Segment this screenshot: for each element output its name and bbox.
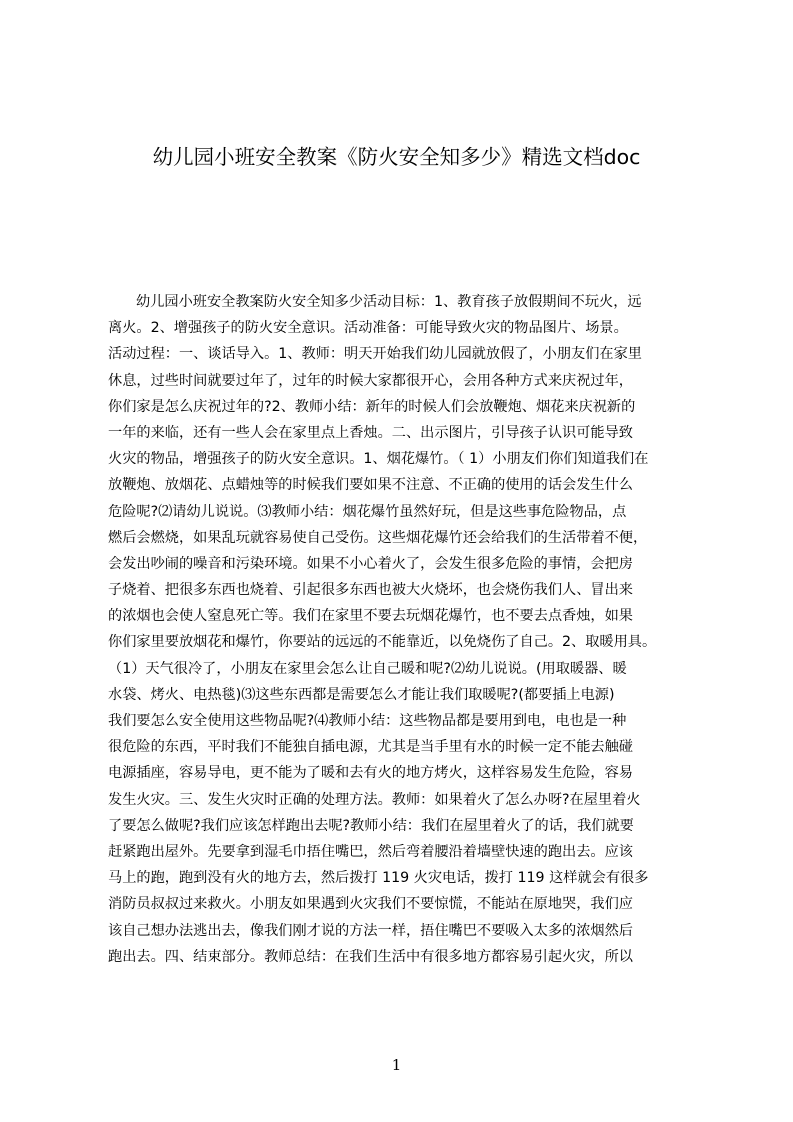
body-line: 跑出去。四、结束部分。教师总结：在我们生活中有很多地方都容易引起火灾，所以 bbox=[108, 948, 633, 965]
body-line: 危险呢?⑵请幼儿说说。⑶教师小结：烟花爆竹虽然好玩，但是这些事危险物品，点 bbox=[108, 503, 627, 520]
body-line: 放鞭炮、放烟花、点蜡烛等的时候我们要如果不注意、不正确的使用的话会发生什么 bbox=[108, 477, 633, 494]
body-line: 子烧着、把很多东西也烧着、引起很多东西也被大火烧坏，也会烧伤我们人、冒出来 bbox=[108, 582, 633, 599]
body-line: 离火。2、增强孩子的防火安全意识。活动准备：可能导致火灾的物品图片、场景。 bbox=[108, 320, 628, 337]
body-line: （1）天气很冷了，小朋友在家里会怎么让自己暖和呢?⑵幼儿说说。(用取暖器、暖 bbox=[108, 660, 627, 677]
body-line: 了要怎么做呢?我们应该怎样跑出去呢?教师小结：我们在屋里着火了的话，我们就要 bbox=[108, 817, 634, 834]
body-line: 火灾的物品，增强孩子的防火安全意识。1、烟花爆竹。（ 1）小朋友们你们知道我们在 bbox=[108, 451, 649, 468]
body-line: 消防员叔叔过来救火。小朋友如果遇到火灾我们不要惊慌，不能站在原地哭，我们应 bbox=[108, 896, 633, 913]
body-line: 你们家里要放烟花和爆竹，你要站的远远的不能靠近，以免烧伤了自己。2、取暖用具。 bbox=[108, 634, 657, 651]
document-title: 幼儿园小班安全教案《防火安全知多少》精选文档doc bbox=[152, 145, 641, 169]
body-line: 你们家是怎么庆祝过年的?2、教师小结：新年的时候人们会放鞭炮、烟花来庆祝新的 bbox=[108, 398, 636, 415]
body-line: 很危险的东西，平时我们不能独自插电源，尤其是当手里有水的时候一定不能去触碰 bbox=[108, 739, 633, 756]
body-line: 休息，过些时间就要过年了，过年的时候大家都很开心，会用各种方式来庆祝过年， bbox=[108, 372, 633, 389]
body-line: 电源插座，容易导电，更不能为了暖和去有火的地方烤火，这样容易发生危险，容易 bbox=[108, 765, 633, 782]
body-line: 水袋、烤火、电热毯)⑶这些东西都是需要怎么才能让我们取暖呢?(都要插上电源) bbox=[108, 686, 615, 703]
body-line: 燃后会燃烧，如果乱玩就容易使自己受伤。这些烟花爆竹还会给我们的生活带着不便， bbox=[108, 529, 648, 546]
body-line: 的浓烟也会使人窒息死亡等。我们在家里不要去玩烟花爆竹，也不要去点香烛，如果 bbox=[108, 608, 633, 625]
page-number: 1 bbox=[391, 1056, 402, 1074]
body-line: 幼儿园小班安全教案防火安全知多少活动目标：1、教育孩子放假期间不玩火，远 bbox=[136, 294, 642, 310]
body-line: 发生火灾。三、发生火灾时正确的处理方法。教师：如果着火了怎么办呀?在屋里着火 bbox=[108, 791, 641, 808]
body-line: 马上的跑，跑到没有火的地方去，然后拨打 119 火灾电话，拨打 119 这样就会有很多 bbox=[108, 870, 649, 887]
body-line: 我们要怎么安全使用这些物品呢?⑷教师小结：这些物品都是要用到电，电也是一种 bbox=[108, 713, 627, 729]
body-line: 会发出吵闹的噪音和污染环境。如果不小心着火了，会发生很多危险的事情，会把房 bbox=[108, 555, 633, 572]
body-line: 赶紧跑出屋外。先要拿到湿毛巾捂住嘴巴，然后弯着腰沿着墙壁快速的跑出去。应该 bbox=[108, 843, 633, 860]
body-line: 该自己想办法逃出去，像我们刚才说的方法一样，捂住嘴巴不要吸入太多的浓烟然后 bbox=[108, 922, 633, 939]
document-body bbox=[108, 289, 708, 965]
body-line: 一年的来临，还有一些人会在家里点上香烛。二、出示图片，引导孩子认识可能导致 bbox=[108, 424, 633, 441]
body-line: 活动过程：一、谈话导入。1、教师：明天开始我们幼儿园就放假了，小朋友们在家里 bbox=[108, 346, 642, 363]
